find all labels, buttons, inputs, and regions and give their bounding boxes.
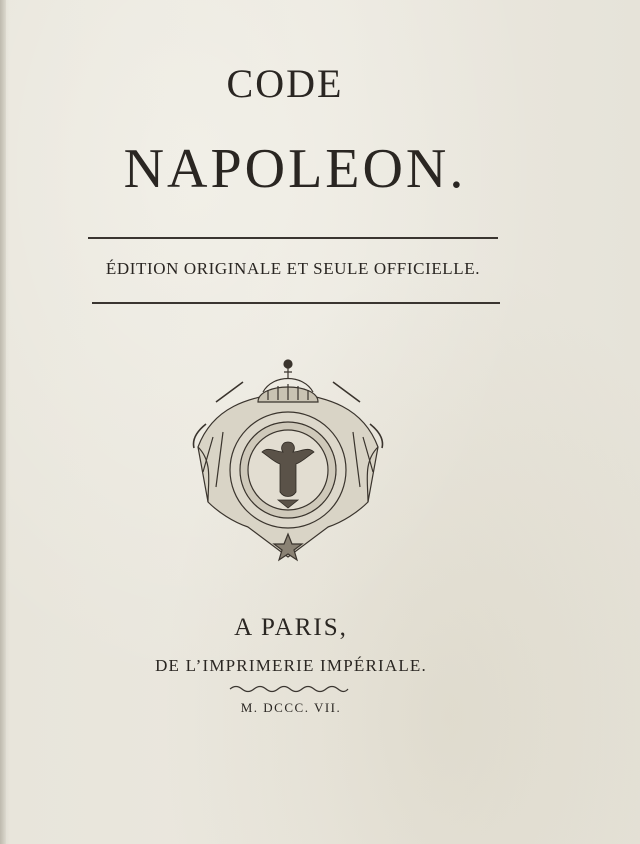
page-edge-shadow [0,0,6,844]
imprint-city: A PARIS, [234,614,348,641]
title-line-napoleon: NAPOLEON. [123,138,467,200]
imprint-printer: DE L’IMPRIMERIE IMPÉRIALE. [155,656,427,675]
edition-statement: ÉDITION ORIGINALE ET SEULE OFFICIELLE. [105,259,481,278]
wavy-divider [228,684,350,694]
top-rule [88,237,498,239]
imprint-year: M. DCCC. VII. [240,700,342,715]
imperial-eagle-crest-icon [188,352,388,567]
bottom-rule [92,302,500,304]
title-line-code: CODE [226,61,344,106]
